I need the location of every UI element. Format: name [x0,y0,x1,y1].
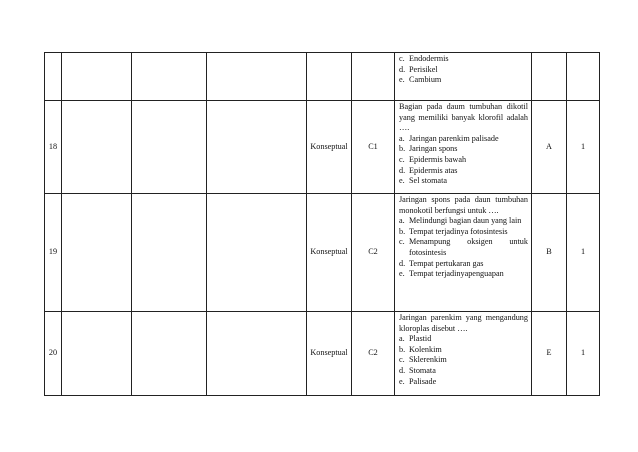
cognitive-level: C1 [352,101,395,194]
option-text: Perisikel [409,64,438,74]
option-item [399,355,528,366]
knowledge-category [307,53,352,101]
option-list [399,334,528,387]
question-cell [395,53,532,101]
option-list [399,54,528,86]
option-letter: b. [399,344,406,354]
score-cell: 1 [567,312,600,396]
option-letter: a. [399,216,405,226]
option-text: Tempat pertukaran gas [409,258,484,268]
empty-cell [207,101,307,194]
option-item [399,269,528,280]
option-text: Tempat terjadinya fotosintesis [409,226,508,236]
table-row [45,101,600,194]
option-letter: c. [399,237,405,247]
cognitive-level [352,53,395,101]
option-item [399,155,528,166]
option-letter: c. [399,154,405,164]
option-item [399,54,528,65]
table-row [45,194,600,312]
option-letter: e. [399,75,405,85]
option-item [399,75,528,86]
option-text: Melindungi bagian daun yang lain [409,216,522,226]
question-number: 18 [45,101,62,194]
option-text: Menampung oksigen untuk fotosintesis [409,237,528,257]
cognitive-level: C2 [352,312,395,396]
option-letter: e. [399,176,405,186]
option-text: Jaringan spons [409,144,458,154]
option-list [399,134,528,187]
question-number: 19 [45,194,62,312]
question-number [45,53,62,101]
empty-cell [207,312,307,396]
option-item [399,65,528,76]
question-stem: Jaringan spons pada daun tumbuhan monokotil berfungsi untuk …. [399,195,528,215]
option-item [399,334,528,345]
empty-cell [132,101,207,194]
knowledge-category: Konseptual [307,101,352,194]
empty-cell [62,194,132,312]
option-item [399,166,528,177]
option-letter: d. [399,165,406,175]
option-letter: b. [399,144,406,154]
option-item [399,366,528,377]
option-item [399,259,528,270]
score-cell [567,53,600,101]
option-letter: d. [399,365,406,375]
question-cell [395,194,532,312]
empty-cell [132,194,207,312]
option-list [399,216,528,280]
question-cell [395,312,532,396]
option-text: Stomata [409,365,436,375]
empty-cell [62,53,132,101]
option-text: Jaringan parenkim palisade [409,133,499,143]
question-cell [395,101,532,194]
knowledge-category: Konseptual [307,312,352,396]
empty-cell [62,101,132,194]
option-item [399,134,528,145]
table-row [45,53,600,101]
option-item [399,377,528,388]
question-stem: Bagian pada daum tumbuhan dikotil yang memiliki banyak klorofil adalah …. [399,102,528,133]
option-text: Endodermis [409,54,449,63]
option-letter: c. [399,355,405,365]
option-item [399,176,528,187]
knowledge-category: Konseptual [307,194,352,312]
question-stem: Jaringan parenkim yang mengandung kloroplas disebut …. [399,313,528,333]
empty-cell [62,312,132,396]
table-row [45,312,600,396]
option-text: Sklerenkim [409,355,447,365]
option-text: Plastid [409,334,432,344]
option-item [399,216,528,227]
option-item [399,227,528,238]
option-letter: a. [399,133,405,143]
option-text: Epidermis bawah [409,154,467,164]
answer-key: B [532,194,567,312]
empty-cell [207,194,307,312]
cognitive-level: C2 [352,194,395,312]
score-cell: 1 [567,101,600,194]
option-text: Palisade [409,376,437,386]
option-text: Cambium [409,75,442,85]
option-letter: e. [399,376,405,386]
option-letter: e. [399,269,405,279]
option-item [399,237,528,258]
question-number: 20 [45,312,62,396]
option-text: Sel stomata [409,176,447,186]
option-text: Tempat terjadinyapenguapan [409,269,504,279]
empty-cell [132,53,207,101]
option-text: Kolenkim [409,344,442,354]
option-letter: c. [399,54,405,63]
empty-cell [132,312,207,396]
question-table [44,52,600,396]
answer-key [532,53,567,101]
option-letter: d. [399,258,406,268]
answer-key: E [532,312,567,396]
option-letter: a. [399,334,405,344]
answer-key: A [532,101,567,194]
score-cell: 1 [567,194,600,312]
option-item [399,144,528,155]
option-letter: d. [399,64,406,74]
empty-cell [207,53,307,101]
option-item [399,345,528,356]
option-letter: b. [399,226,406,236]
option-text: Epidermis atas [409,165,458,175]
